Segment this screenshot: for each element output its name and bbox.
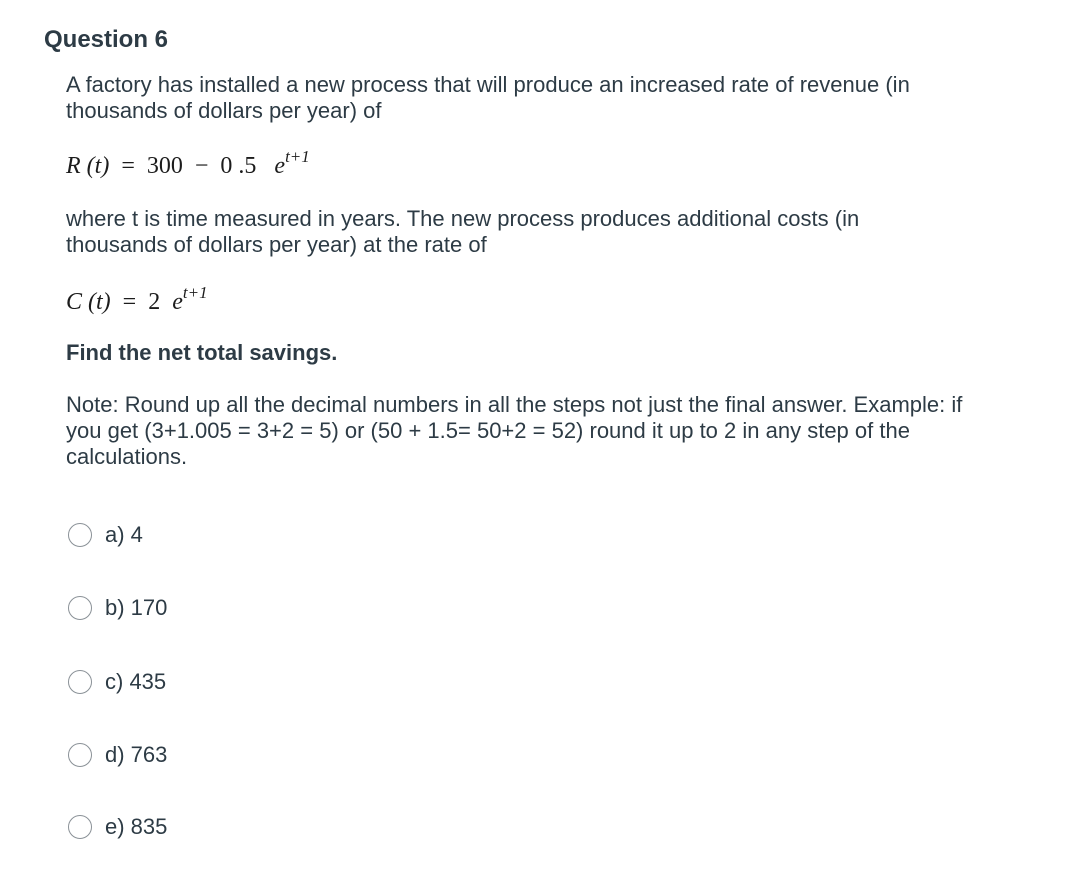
question-intro-text: A factory has installed a new process that will produce an increased rate of revenue (in thousands of dollars per year) of — [66, 72, 910, 123]
revenue-exp-base: e — [274, 153, 286, 179]
radio-button[interactable] — [68, 523, 92, 547]
cost-fn-name: C — [66, 289, 83, 315]
answer-label: d) 763 — [105, 742, 168, 767]
revenue-equals: = — [121, 153, 135, 179]
question-prompt: Find the net total savings. — [66, 340, 338, 365]
revenue-coefficient: 0 .5 — [220, 153, 257, 179]
answer-label: e) 835 — [105, 814, 168, 839]
revenue-fn-arg: (t) — [86, 153, 110, 179]
answer-option-b[interactable] — [68, 593, 167, 623]
revenue-formula — [66, 147, 310, 181]
answer-label: b) 170 — [105, 595, 168, 620]
cost-formula — [66, 283, 208, 317]
cost-coefficient: 2 — [148, 289, 161, 315]
revenue-fn-name: R — [66, 153, 81, 179]
radio-button[interactable] — [68, 670, 92, 694]
cost-exponent: t+1 — [182, 283, 208, 302]
revenue-exponent: t+1 — [285, 147, 310, 166]
cost-equals: = — [122, 289, 137, 315]
answer-option-a[interactable] — [68, 520, 143, 550]
cost-fn-arg: (t) — [88, 289, 111, 315]
answer-label: a) 4 — [105, 522, 143, 547]
question-note: Note: Round up all the decimal numbers in all the steps not just the final answer. Example: if you get (3+1.005 = 3+2 = 5) or (50 + 1.5= 50+2 = 52) round it up to 2 in any step of the calculations. — [66, 392, 963, 469]
radio-button[interactable] — [68, 743, 92, 767]
answer-label: c) 435 — [105, 669, 167, 694]
revenue-minus: − — [194, 153, 209, 179]
cost-exp-base: e — [172, 289, 183, 315]
radio-button[interactable] — [68, 596, 92, 620]
answer-option-c[interactable] — [68, 667, 166, 697]
revenue-constant: 300 — [146, 153, 183, 179]
radio-button[interactable] — [68, 815, 92, 839]
answer-option-e[interactable] — [68, 812, 167, 842]
question-title: Question 6 — [44, 26, 169, 53]
question-where-text: where t is time measured in years. The new process produces additional costs (in thousands of dollars per year) at the rate of — [66, 206, 860, 257]
answer-option-d[interactable] — [68, 740, 167, 770]
